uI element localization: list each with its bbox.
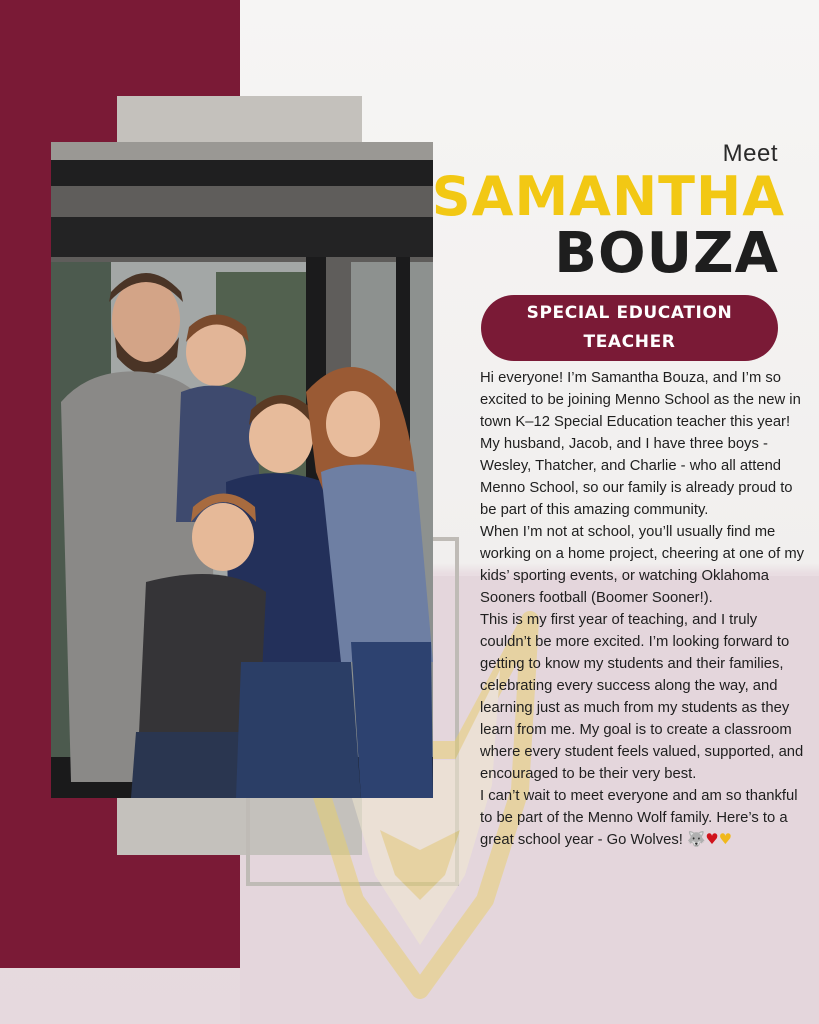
bio-paragraph-2: My husband, Jacob, and I have three boys - Wesley, Thatcher, and Charlie - who all attend Menno School, so our family is already proud to be part of this amazing community. bbox=[480, 436, 793, 518]
red-heart-icon: ♥ bbox=[705, 831, 719, 848]
last-name: BOUZA bbox=[554, 221, 779, 286]
grey-accent-top bbox=[117, 96, 362, 142]
wolf-emoji-icon: 🐺 bbox=[686, 831, 706, 848]
bio-paragraph-3: When I’m not at school, you’ll usually find me working on a home project, cheering at one of my kids’ sporting events, or watching Oklahoma Sooners football (Boomer Sooner!). bbox=[480, 524, 805, 606]
bio-paragraph-1: Hi everyone! I’m Samantha Bouza, and I’m so excited to be joining Menno School as the new in town K–12 Special Education teacher this year! bbox=[480, 370, 801, 430]
role-badge: SPECIAL EDUCATION TEACHER bbox=[481, 295, 778, 361]
yellow-heart-icon: ♥ bbox=[718, 831, 732, 848]
meet-label: Meet bbox=[722, 140, 778, 167]
bio-paragraph-5 bbox=[480, 785, 810, 851]
bio-text bbox=[480, 367, 810, 851]
first-name: SAMANTHA bbox=[431, 165, 785, 228]
bio-paragraph-4: This is my first year of teaching, and I truly couldn’t be more excited. I’m looking forward to getting to know my students and their families, celebrating every success along the way, and learning just as much from my students as they learn from me. My goal is to create a classroom where every student feels valued, supported, and encouraged to be their very best. bbox=[480, 612, 804, 782]
family-photo bbox=[51, 142, 433, 798]
bio-closing-text: I can’t wait to meet everyone and am so thankful to be part of the Menno Wolf family. Here’s to a great school year - Go Wolves! bbox=[480, 788, 798, 848]
